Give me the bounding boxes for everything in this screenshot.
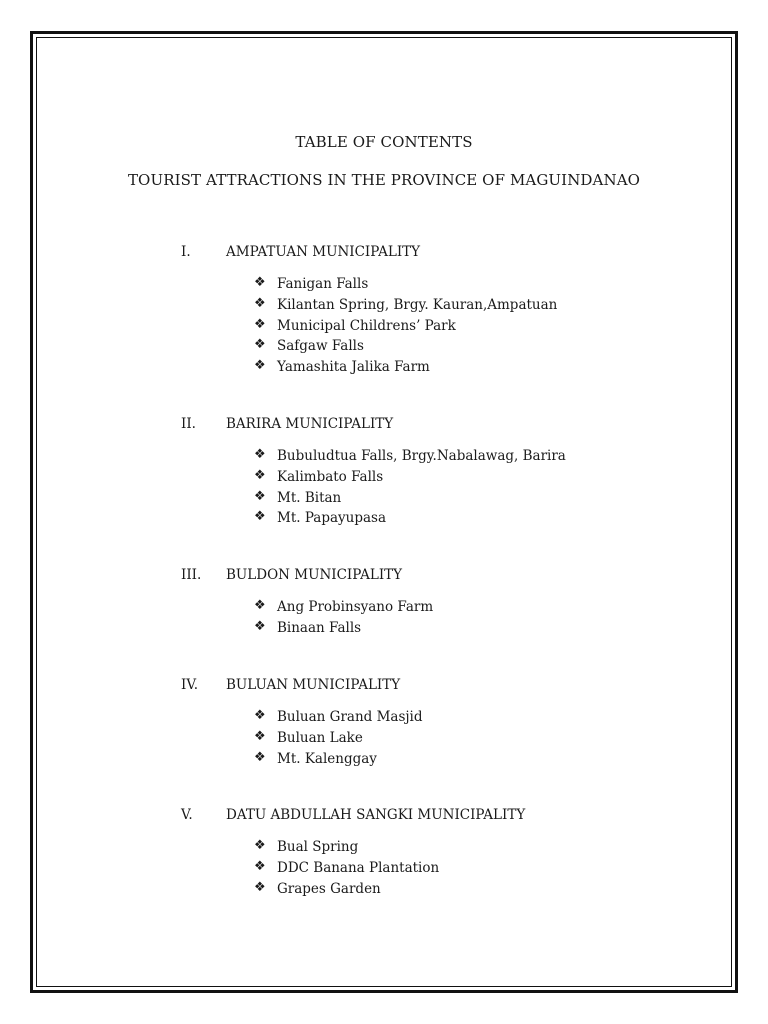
four-diamond-bullet-icon: ❖	[254, 467, 266, 483]
four-diamond-bullet-icon: ❖	[254, 488, 266, 504]
four-diamond-bullet-icon: ❖	[254, 316, 266, 332]
list-item	[0, 469, 768, 490]
section-heading	[0, 677, 768, 697]
four-diamond-bullet-icon: ❖	[254, 858, 266, 874]
section-datu-abdullah-sangki	[0, 807, 768, 897]
four-diamond-bullet-icon: ❖	[254, 447, 266, 462]
attraction-name: Kalimbato Falls	[277, 468, 384, 485]
four-diamond-bullet-icon: ❖	[254, 509, 266, 525]
attraction-name: Fanigan Falls	[277, 276, 369, 292]
four-diamond-bullet-icon: ❖	[254, 295, 266, 311]
document-subtitle: TOURIST ATTRACTIONS IN THE PROVINCE OF MAGUINDANAO	[127, 171, 641, 189]
list-item	[0, 276, 768, 297]
section-title: BARIRA MUNICIPALITY	[226, 416, 394, 432]
four-diamond-bullet-icon: ❖	[254, 749, 266, 765]
list-item	[0, 839, 768, 860]
attraction-list	[0, 839, 768, 901]
section-ampatuan	[0, 244, 768, 376]
attraction-name: Binaan Falls	[277, 619, 362, 636]
section-barira	[0, 416, 768, 527]
attraction-name: Mt. Kalenggay	[277, 750, 377, 767]
attraction-name: Ang Probinsyano Farm	[277, 599, 434, 615]
attraction-name: Grapes Garden	[277, 880, 381, 897]
attraction-list	[0, 448, 768, 531]
attraction-list	[0, 709, 768, 771]
attraction-name: Kilantan Spring, Brgy. Kauran,Ampatuan	[277, 296, 558, 313]
four-diamond-bullet-icon: ❖	[254, 728, 266, 744]
four-diamond-bullet-icon: ❖	[254, 337, 266, 353]
list-item	[0, 448, 768, 469]
list-item	[0, 359, 768, 380]
section-title: AMPATUAN MUNICIPALITY	[226, 244, 421, 260]
attraction-name: Buluan Grand Masjid	[277, 709, 423, 725]
attraction-name: Bual Spring	[277, 839, 359, 855]
attraction-name: Mt. Bitan	[277, 489, 342, 506]
section-buluan	[0, 677, 768, 767]
list-item	[0, 751, 768, 772]
section-heading	[0, 244, 768, 264]
section-heading	[0, 807, 768, 827]
section-title: BULDON MUNICIPALITY	[226, 567, 403, 583]
attraction-name: Municipal Childrens’ Park	[277, 317, 456, 334]
list-item	[0, 297, 768, 318]
list-item	[0, 490, 768, 511]
section-title: BULUAN MUNICIPALITY	[226, 677, 401, 693]
list-item	[0, 860, 768, 881]
four-diamond-bullet-icon: ❖	[254, 598, 266, 613]
attraction-name: Safgaw Falls	[277, 338, 364, 355]
section-buldon	[0, 567, 768, 636]
section-numeral: III.	[181, 567, 202, 583]
section-numeral: I.	[181, 244, 191, 260]
section-heading	[0, 567, 768, 587]
four-diamond-bullet-icon: ❖	[254, 708, 266, 723]
attraction-name: Mt. Papayupasa	[277, 510, 387, 527]
section-title: DATU ABDULLAH SANGKI MUNICIPALITY	[226, 807, 526, 823]
section-numeral: IV.	[181, 677, 199, 693]
section-numeral: V.	[181, 807, 193, 823]
list-item	[0, 881, 768, 902]
attraction-name: Bubuludtua Falls, Brgy.Nabalawag, Barira	[277, 448, 566, 464]
section-numeral: II.	[181, 416, 196, 432]
attraction-name: DDC Banana Plantation	[277, 859, 440, 876]
toc-heading: TABLE OF CONTENTS	[295, 133, 473, 151]
list-item	[0, 338, 768, 359]
four-diamond-bullet-icon: ❖	[254, 358, 266, 374]
four-diamond-bullet-icon: ❖	[254, 275, 266, 290]
attraction-list	[0, 276, 768, 380]
four-diamond-bullet-icon: ❖	[254, 618, 266, 634]
four-diamond-bullet-icon: ❖	[254, 879, 266, 895]
list-item	[0, 620, 768, 641]
attraction-list	[0, 599, 768, 641]
attraction-name: Yamashita Jalika Farm	[277, 359, 430, 376]
list-item	[0, 599, 768, 620]
list-item	[0, 730, 768, 751]
list-item	[0, 709, 768, 730]
list-item	[0, 510, 768, 531]
attraction-name: Buluan Lake	[277, 729, 363, 746]
section-heading	[0, 416, 768, 436]
four-diamond-bullet-icon: ❖	[254, 838, 266, 853]
list-item	[0, 318, 768, 339]
